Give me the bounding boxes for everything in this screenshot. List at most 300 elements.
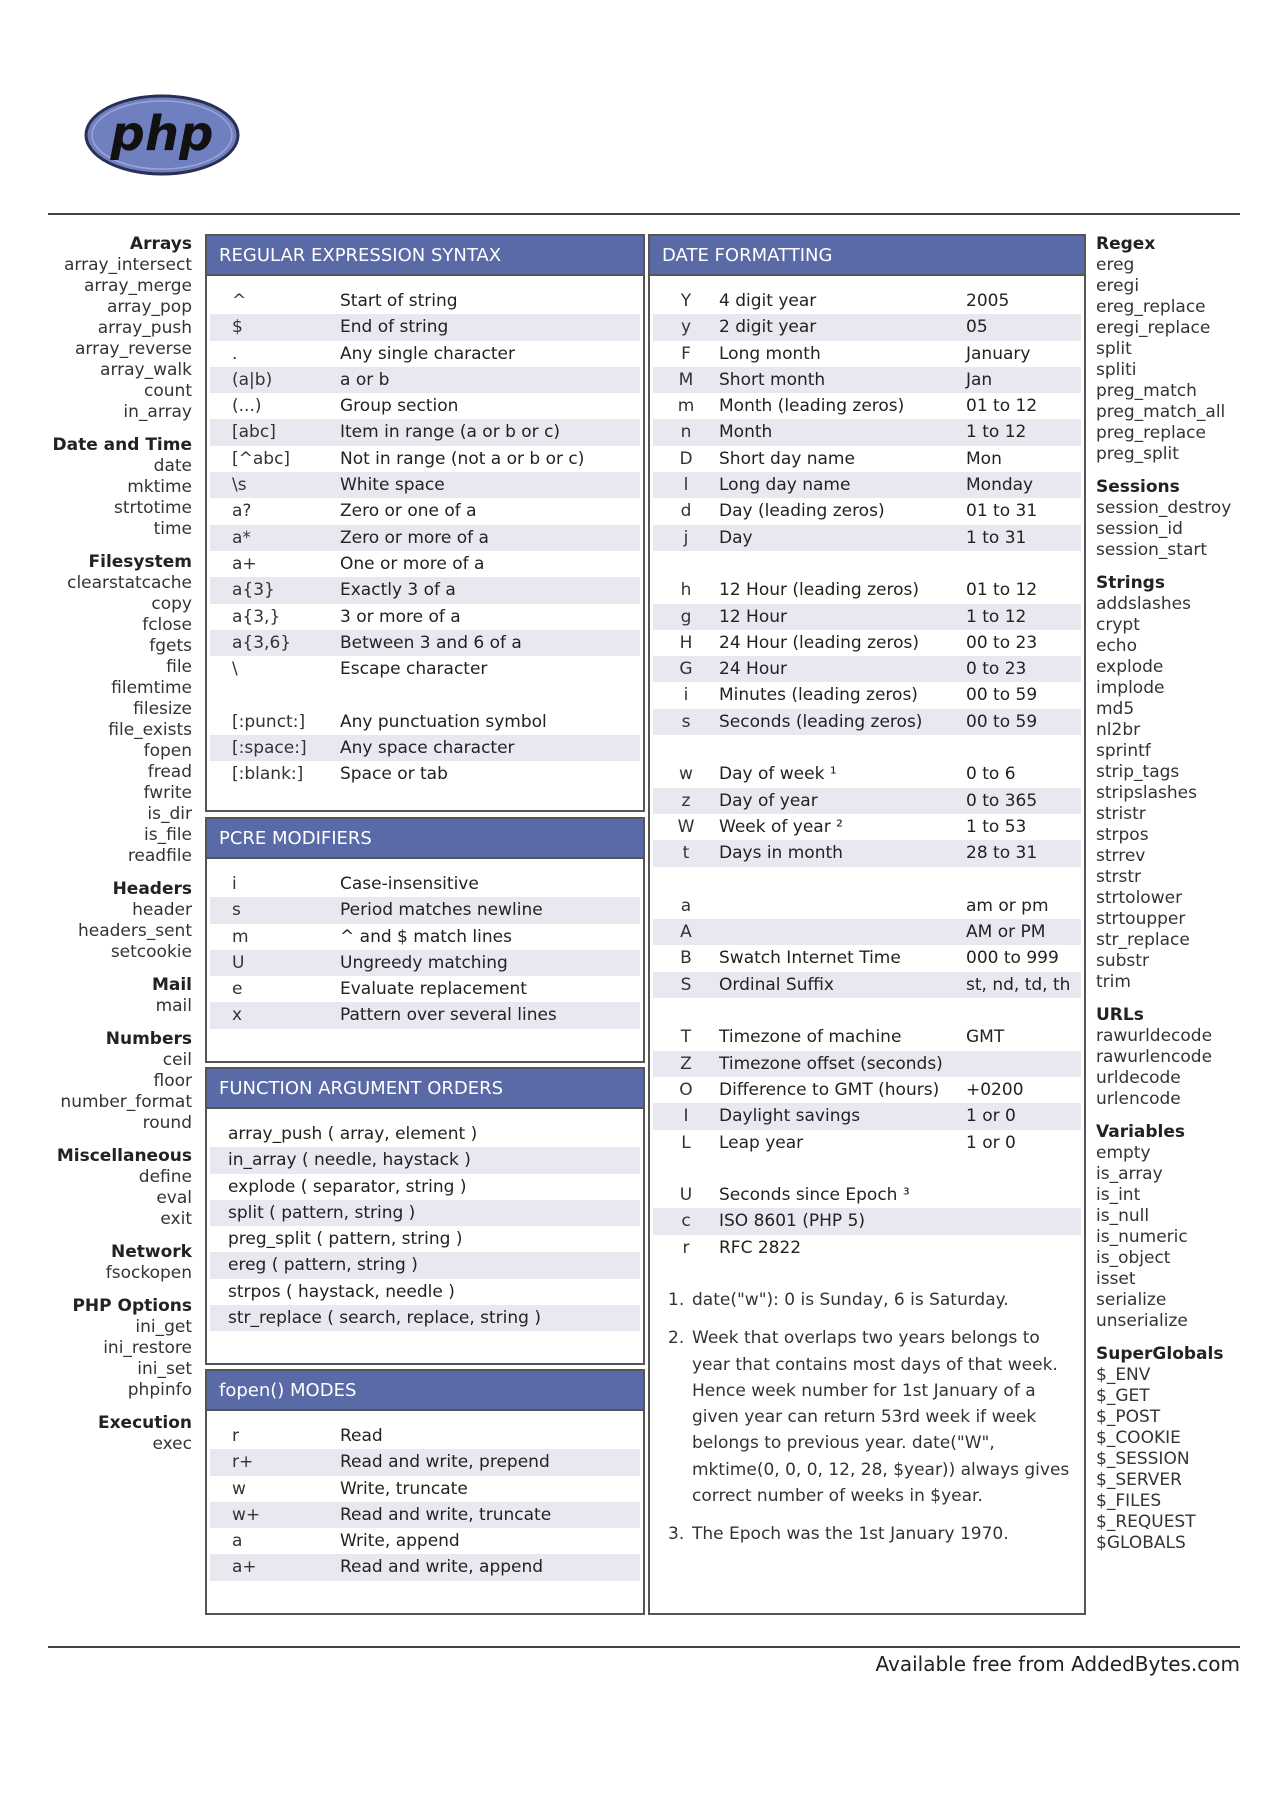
date-format-row <box>653 551 1081 577</box>
right-sidebar-group <box>1096 573 1280 993</box>
right-sidebar-function-item: is_null <box>1096 1206 1150 1226</box>
date-format-example: 0 to 365 <box>966 790 1038 811</box>
date-format-description: 2 digit year <box>719 317 817 338</box>
date-format-example <box>966 867 1081 893</box>
function-signature: ereg ( pattern, string ) <box>228 1255 418 1276</box>
pcre-modifiers-table <box>207 859 643 1035</box>
date-format-description: Day of week ¹ <box>719 764 837 785</box>
date-format-char: O <box>679 1079 693 1100</box>
left-sidebar-function-item: round <box>142 1113 192 1133</box>
fopen-mode-token: r+ <box>232 1452 254 1473</box>
right-sidebar-function-item: ereg <box>1096 255 1135 275</box>
left-sidebar-group <box>40 879 192 963</box>
right-sidebar <box>1096 234 1280 1566</box>
right-sidebar-group-heading: URLs <box>1096 1005 1144 1025</box>
regex-syntax-token: (a|b) <box>232 369 273 390</box>
date-format-example <box>966 1051 1081 1077</box>
date-format-example: 01 to 31 <box>966 501 1038 522</box>
date-format-char: I <box>683 1106 689 1127</box>
date-format-description: 24 Hour <box>719 659 787 680</box>
left-sidebar-group-heading: Numbers <box>105 1029 192 1049</box>
regex-syntax-description: Space or tab <box>340 764 448 785</box>
date-format-description: Minutes (leading zeros) <box>719 685 918 706</box>
date-format-char: j <box>683 527 689 548</box>
regex-syntax-token: a? <box>232 501 252 522</box>
left-sidebar-function-item: array_walk <box>100 360 192 380</box>
regex-syntax-token: a{3,} <box>232 606 281 627</box>
left-sidebar-group-heading: Execution <box>97 1413 192 1433</box>
right-sidebar-group-heading: SuperGlobals <box>1096 1344 1224 1364</box>
date-format-row <box>653 446 1081 472</box>
left-sidebar <box>40 234 192 1467</box>
function-argument-row <box>210 1226 640 1252</box>
left-sidebar-group <box>40 435 192 540</box>
right-sidebar-function-item: substr <box>1096 951 1149 971</box>
right-sidebar-function-item: is_object <box>1096 1248 1171 1268</box>
function-signature: array_push ( array, element ) <box>228 1124 478 1144</box>
left-sidebar-function-item: count <box>144 381 192 401</box>
date-format-description: Short day name <box>719 448 855 469</box>
regex-syntax-row <box>210 525 640 551</box>
date-format-row <box>653 972 1081 998</box>
date-format-row <box>653 419 1081 445</box>
date-note <box>668 1287 1074 1313</box>
date-format-description: Long month <box>719 343 821 364</box>
right-sidebar-function-item: $_GET <box>1096 1386 1150 1406</box>
date-format-row <box>653 1130 1081 1156</box>
date-format-row <box>653 1156 1081 1182</box>
bottom-rule <box>48 1646 1240 1648</box>
regex-syntax-row <box>210 709 640 735</box>
right-sidebar-function-item: rawurlencode <box>1096 1047 1213 1067</box>
date-format-description <box>719 735 966 761</box>
left-sidebar-function-item: eval <box>156 1188 192 1208</box>
fopen-mode-row <box>210 1502 640 1528</box>
regex-syntax-token: (...) <box>232 396 262 417</box>
function-argument-row <box>210 1147 640 1173</box>
date-format-char: A <box>680 922 692 943</box>
regex-syntax-token: a{3,6} <box>232 632 292 653</box>
date-format-char: n <box>680 422 692 443</box>
date-format-char: M <box>678 369 694 390</box>
regex-syntax-token: \s <box>232 475 247 496</box>
pcre-modifier-token: x <box>232 1005 243 1026</box>
date-format-char: T <box>680 1027 692 1048</box>
date-format-description: ISO 8601 (PHP 5) <box>719 1211 866 1232</box>
pcre-modifier-row <box>210 976 640 1002</box>
regex-syntax-row <box>210 472 640 498</box>
regex-syntax-token <box>210 682 340 708</box>
date-format-description: 12 Hour <box>719 606 787 627</box>
date-format-row <box>653 840 1081 866</box>
date-format-row <box>653 919 1081 945</box>
right-sidebar-function-item: session_start <box>1096 540 1208 560</box>
left-sidebar-group <box>40 552 192 867</box>
right-sidebar-function-item: str_replace <box>1096 930 1190 950</box>
date-format-char: F <box>681 343 691 364</box>
date-format-row <box>653 1024 1081 1050</box>
right-sidebar-function-item: rawurldecode <box>1096 1026 1213 1046</box>
date-format-example: 1 or 0 <box>966 1106 1016 1127</box>
date-format-row <box>653 314 1081 340</box>
left-sidebar-function-item: date <box>153 456 192 476</box>
regex-syntax-description: Group section <box>340 396 459 417</box>
fopen-mode-description: Read and write, append <box>340 1557 544 1578</box>
left-sidebar-group-heading: PHP Options <box>72 1296 192 1316</box>
regex-syntax-description: Zero or one of a <box>340 501 477 522</box>
right-sidebar-function-item: stristr <box>1096 804 1146 824</box>
logo-text: php <box>110 106 214 162</box>
right-sidebar-function-item: session_destroy <box>1096 498 1232 518</box>
fopen-mode-description: Read and write, prepend <box>340 1452 550 1473</box>
left-sidebar-function-item: in_array <box>123 402 192 422</box>
regex-syntax-description: White space <box>340 475 445 496</box>
regex-syntax-row <box>210 498 640 524</box>
left-sidebar-group <box>40 1296 192 1401</box>
regex-syntax-description: Zero or more of a <box>340 527 489 548</box>
function-argument-row <box>210 1252 640 1278</box>
left-sidebar-function-item: filesize <box>133 699 192 719</box>
date-format-char: i <box>683 685 689 706</box>
right-sidebar-function-item: strrev <box>1096 846 1146 866</box>
date-format-row <box>653 472 1081 498</box>
fopen-modes-panel <box>205 1369 645 1615</box>
regex-syntax-token: [abc] <box>232 422 276 443</box>
regex-syntax-description: Any space character <box>340 738 515 759</box>
date-format-row <box>653 709 1081 735</box>
fopen-mode-description: Read <box>340 1426 383 1446</box>
date-format-row <box>653 682 1081 708</box>
fopen-mode-row <box>210 1476 640 1502</box>
right-sidebar-function-item: strip_tags <box>1096 762 1180 782</box>
date-format-description: Seconds (leading zeros) <box>719 711 923 732</box>
right-sidebar-function-item: strtoupper <box>1096 909 1186 929</box>
regex-syntax-token: a+ <box>232 553 257 574</box>
date-formatting-panel <box>648 234 1086 1615</box>
left-sidebar-function-item: is_dir <box>147 804 192 824</box>
left-sidebar-group <box>40 1146 192 1230</box>
date-format-row <box>653 735 1081 761</box>
date-format-row <box>653 1103 1081 1129</box>
date-format-char: l <box>683 475 689 496</box>
regex-syntax-token: . <box>232 343 238 364</box>
date-format-example: 01 to 12 <box>966 396 1038 417</box>
right-sidebar-function-item: preg_match_all <box>1096 402 1226 422</box>
right-sidebar-function-item: implode <box>1096 678 1165 698</box>
left-sidebar-group <box>40 234 192 423</box>
date-format-description <box>719 551 966 577</box>
left-sidebar-function-item: ini_get <box>135 1317 192 1337</box>
pcre-modifier-description: Case-insensitive <box>340 874 479 894</box>
left-sidebar-group-heading: Headers <box>112 879 192 899</box>
date-format-row <box>653 1235 1081 1261</box>
date-format-char: D <box>679 448 693 469</box>
right-sidebar-function-item: urlencode <box>1096 1089 1181 1109</box>
date-format-char: r <box>682 1237 690 1258</box>
function-signature: str_replace ( search, replace, string ) <box>228 1308 541 1329</box>
date-format-char: a <box>680 895 692 916</box>
pcre-modifier-description: Pattern over several lines <box>340 1005 557 1026</box>
right-sidebar-function-item: preg_match <box>1096 381 1197 401</box>
left-sidebar-group-heading: Date and Time <box>52 435 192 455</box>
right-sidebar-function-item: unserialize <box>1096 1311 1188 1331</box>
date-note-text: date("w"): 0 is Sunday, 6 is Saturday. <box>692 1289 1009 1310</box>
date-formatting-table <box>650 276 1084 1267</box>
pcre-modifier-description: ^ and $ match lines <box>340 926 512 947</box>
date-format-description: Leap year <box>719 1132 804 1153</box>
php-logo <box>84 94 240 176</box>
date-format-example: am or pm <box>966 895 1049 916</box>
right-sidebar-group-heading: Sessions <box>1096 477 1180 497</box>
right-sidebar-function-item: is_array <box>1096 1164 1163 1184</box>
left-sidebar-function-item: phpinfo <box>127 1380 192 1400</box>
fopen-mode-description: Write, append <box>340 1531 460 1552</box>
regex-syntax-row <box>210 761 640 787</box>
date-format-row <box>653 1051 1081 1077</box>
date-format-row <box>653 525 1081 551</box>
fopen-mode-row <box>210 1554 640 1580</box>
date-format-description: RFC 2822 <box>719 1237 802 1258</box>
pcre-modifier-token: U <box>232 952 245 973</box>
date-format-description: Timezone of machine <box>719 1027 902 1048</box>
right-sidebar-function-item: echo <box>1096 636 1137 656</box>
left-sidebar-function-item: floor <box>153 1071 192 1091</box>
date-format-description: Timezone offset (seconds) <box>719 1053 943 1074</box>
right-sidebar-function-item: strtolower <box>1096 888 1183 908</box>
date-format-char <box>653 998 719 1024</box>
date-format-row <box>653 945 1081 971</box>
date-format-example: 00 to 59 <box>966 711 1038 732</box>
date-format-char <box>653 1156 719 1182</box>
date-format-row <box>653 367 1081 393</box>
regex-syntax-row <box>210 630 640 656</box>
date-format-example <box>966 735 1081 761</box>
left-sidebar-function-item: exec <box>152 1434 192 1454</box>
date-format-row <box>653 867 1081 893</box>
regex-syntax-description: Not in range (not a or b or c) <box>340 448 585 469</box>
date-format-example: GMT <box>966 1027 1005 1048</box>
date-format-description <box>719 1156 966 1182</box>
pcre-modifiers-title: PCRE MODIFIERS <box>207 819 643 859</box>
date-format-example: 1 to 12 <box>966 422 1027 443</box>
date-format-example: 00 to 59 <box>966 685 1038 706</box>
date-format-example: 00 to 23 <box>966 632 1038 653</box>
pcre-modifier-token: s <box>232 900 241 921</box>
pcre-modifier-row <box>210 924 640 950</box>
left-sidebar-function-item: mail <box>155 996 192 1016</box>
date-format-description <box>719 893 966 919</box>
date-format-description: Ordinal Suffix <box>719 974 834 995</box>
right-sidebar-group <box>1096 477 1280 561</box>
fopen-mode-description: Read and write, truncate <box>340 1504 552 1525</box>
left-sidebar-function-item: array_merge <box>83 276 192 296</box>
pcre-modifier-description: Evaluate replacement <box>340 979 527 1000</box>
date-format-example: 0 to 6 <box>966 764 1016 785</box>
date-format-char <box>653 735 719 761</box>
function-argument-row <box>210 1121 640 1147</box>
top-rule <box>48 213 1240 215</box>
fopen-modes-title: fopen() MODES <box>207 1371 643 1411</box>
left-sidebar-group <box>40 975 192 1017</box>
regex-syntax-row <box>210 735 640 761</box>
right-sidebar-function-item: sprintf <box>1096 741 1151 761</box>
regex-syntax-description: Start of string <box>340 291 458 311</box>
date-format-row <box>653 498 1081 524</box>
date-format-example: 1 to 12 <box>966 606 1027 627</box>
date-format-row <box>653 630 1081 656</box>
date-format-description: Day (leading zeros) <box>719 501 885 522</box>
regex-syntax-row <box>210 577 640 603</box>
regex-syntax-description: Exactly 3 of a <box>340 580 456 601</box>
date-format-char: y <box>680 317 692 338</box>
left-sidebar-function-item: number_format <box>60 1092 192 1112</box>
left-sidebar-function-item: ini_restore <box>103 1338 192 1358</box>
date-format-description: Long day name <box>719 475 851 496</box>
regex-syntax-row <box>210 604 640 630</box>
regex-syntax-token: [^abc] <box>232 448 291 469</box>
fopen-mode-row <box>210 1528 640 1554</box>
left-sidebar-function-item: fgets <box>149 636 192 656</box>
date-format-char: h <box>680 580 692 601</box>
date-format-description: Days in month <box>719 843 843 864</box>
footer-credit: Available free from AddedBytes.com <box>875 1652 1240 1676</box>
left-sidebar-group-heading: Mail <box>151 975 192 995</box>
regex-syntax-row <box>210 393 640 419</box>
right-sidebar-group-heading: Strings <box>1096 573 1165 593</box>
left-sidebar-function-item: file_exists <box>108 720 192 740</box>
left-sidebar-function-item: filemtime <box>111 678 192 698</box>
left-sidebar-function-item: fopen <box>143 741 192 761</box>
left-sidebar-function-item: headers_sent <box>77 921 192 941</box>
right-sidebar-function-item: is_numeric <box>1096 1227 1188 1247</box>
date-format-char: S <box>680 974 692 995</box>
date-format-description <box>719 867 966 893</box>
date-format-example: +0200 <box>966 1079 1024 1100</box>
left-sidebar-function-item: fread <box>147 762 192 782</box>
date-format-char: c <box>681 1211 691 1232</box>
regex-syntax-row <box>210 551 640 577</box>
regex-syntax-token: $ <box>232 317 243 338</box>
date-format-char: Z <box>680 1053 692 1074</box>
date-format-example: 1 to 31 <box>966 527 1027 548</box>
date-format-example: Monday <box>966 475 1034 496</box>
function-argument-orders-table <box>207 1109 643 1337</box>
right-sidebar-function-item: eregi <box>1096 276 1140 296</box>
right-sidebar-group <box>1096 234 1280 465</box>
right-sidebar-function-item: isset <box>1096 1269 1136 1289</box>
date-format-example <box>966 1235 1081 1261</box>
left-sidebar-function-item: fclose <box>142 615 192 635</box>
left-sidebar-function-item: fwrite <box>143 783 192 803</box>
regex-syntax-row <box>210 446 640 472</box>
date-format-row <box>653 341 1081 367</box>
left-sidebar-group-heading: Arrays <box>129 234 192 254</box>
date-format-example: 000 to 999 <box>966 948 1059 969</box>
pcre-modifier-token: e <box>232 979 243 1000</box>
regex-syntax-description: End of string <box>340 317 449 338</box>
pcre-modifier-row <box>210 950 640 976</box>
pcre-modifier-description: Ungreedy matching <box>340 952 508 973</box>
function-argument-orders-title: FUNCTION ARGUMENT ORDERS <box>207 1069 643 1109</box>
date-format-row <box>653 761 1081 787</box>
regex-syntax-panel <box>205 234 645 812</box>
right-sidebar-function-item: md5 <box>1096 699 1135 719</box>
date-format-row <box>653 288 1081 314</box>
fopen-mode-token: a <box>232 1531 243 1552</box>
date-format-row <box>653 1077 1081 1103</box>
function-argument-row <box>210 1174 640 1200</box>
right-sidebar-function-item: eregi_replace <box>1096 318 1211 338</box>
date-format-row <box>653 1208 1081 1234</box>
date-format-example: 01 to 12 <box>966 580 1038 601</box>
regex-syntax-row <box>210 656 640 682</box>
regex-syntax-description: Escape character <box>340 659 488 680</box>
right-sidebar-group <box>1096 1122 1280 1332</box>
date-format-row <box>653 788 1081 814</box>
date-format-example: 1 to 53 <box>966 816 1027 837</box>
regex-syntax-token: \ <box>232 659 238 680</box>
date-format-char: U <box>679 1185 693 1206</box>
fopen-mode-description: Write, truncate <box>340 1478 468 1499</box>
right-sidebar-function-item: preg_replace <box>1096 423 1206 443</box>
date-format-char: W <box>677 816 695 837</box>
right-sidebar-function-item: ereg_replace <box>1096 297 1206 317</box>
date-format-row <box>653 998 1081 1024</box>
left-sidebar-function-item: ceil <box>162 1050 192 1070</box>
left-sidebar-group <box>40 1242 192 1284</box>
left-sidebar-function-item: strtotime <box>114 498 192 518</box>
right-sidebar-group-heading: Variables <box>1096 1122 1186 1142</box>
date-format-example: Jan <box>966 369 993 390</box>
left-sidebar-function-item: array_push <box>97 318 192 338</box>
right-sidebar-function-item: $_POST <box>1096 1407 1161 1427</box>
pcre-modifier-token: m <box>232 926 249 947</box>
right-sidebar-function-item: preg_split <box>1096 444 1179 464</box>
date-note-number: 1. <box>668 1289 685 1310</box>
date-format-char: m <box>677 396 695 417</box>
regex-syntax-row <box>210 367 640 393</box>
regex-syntax-description: Any single character <box>340 343 516 364</box>
date-format-char: g <box>680 606 692 627</box>
function-signature: strpos ( haystack, needle ) <box>228 1281 455 1302</box>
fopen-mode-token: w+ <box>232 1504 261 1525</box>
date-format-example: 1 or 0 <box>966 1132 1016 1153</box>
date-formatting-title: DATE FORMATTING <box>650 236 1084 276</box>
date-format-description: Short month <box>719 369 826 390</box>
left-sidebar-function-item: array_pop <box>106 297 192 317</box>
regex-syntax-token: a* <box>232 527 251 548</box>
left-sidebar-function-item: mktime <box>127 477 192 497</box>
right-sidebar-function-item: $_SERVER <box>1096 1470 1182 1490</box>
date-note-number: 2. <box>668 1328 685 1349</box>
date-format-description: Day of year <box>719 790 818 811</box>
date-format-row <box>653 893 1081 919</box>
right-sidebar-function-item: trim <box>1096 972 1131 992</box>
regex-syntax-row <box>210 682 640 708</box>
pcre-modifier-description: Period matches newline <box>340 900 543 921</box>
date-format-example: 2005 <box>966 291 1010 311</box>
date-format-char: t <box>682 843 690 864</box>
left-sidebar-group <box>40 1413 192 1455</box>
function-argument-row <box>210 1279 640 1305</box>
regex-syntax-table <box>207 276 643 794</box>
date-format-description: Month (leading zeros) <box>719 396 905 417</box>
date-format-row <box>653 814 1081 840</box>
left-sidebar-function-item: array_intersect <box>63 255 192 275</box>
left-sidebar-group-heading: Filesystem <box>88 552 192 572</box>
left-sidebar-group <box>40 1029 192 1134</box>
fopen-modes-table <box>207 1411 643 1587</box>
